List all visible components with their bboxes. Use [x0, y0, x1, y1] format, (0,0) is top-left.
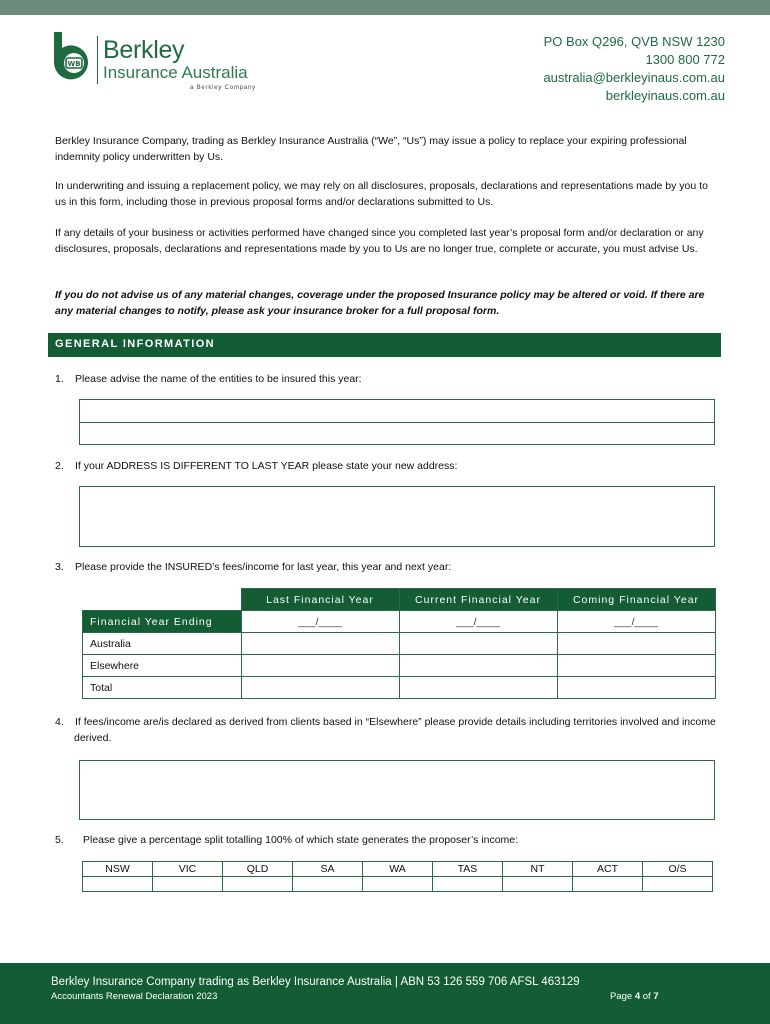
intro-warning: If you do not advise us of any material changes, coverage under the proposed Insurance policy may be altered or void. If there are any material changes to notify, please ask your insurance broker for a full proposal form. — [55, 289, 705, 317]
state-header-nsw: NSW — [83, 862, 153, 877]
elsewhere-current-year-input[interactable] — [399, 655, 557, 677]
question-number: 2. — [55, 460, 64, 472]
question-text: Please advise the name of the entities to be insured this year: — [75, 373, 362, 385]
question-number: 3. — [55, 561, 64, 573]
state-header-os: O/S — [643, 862, 713, 877]
state-header-nt: NT — [503, 862, 573, 877]
contact-website[interactable]: berkleyinaus.com.au — [605, 88, 725, 103]
column-header-current-year: Current Financial Year — [399, 589, 557, 611]
question-5 — [55, 832, 518, 848]
total-current-year-input[interactable] — [399, 677, 557, 699]
logo-tagline: a Berkley Company — [190, 85, 256, 91]
intro-paragraph-1: Berkley Insurance Company, trading as Berkley Insurance Australia (“We”, “Us”) may issue a policy to replace your expiring professional indemnity policy underwritten by Us. — [55, 135, 687, 163]
state-header-sa: SA — [293, 862, 363, 877]
section-header — [48, 333, 721, 357]
coming-year-date-field[interactable]: ___/____ — [557, 611, 715, 633]
logo-name: Berkley — [103, 36, 185, 64]
nt-percent-input[interactable] — [503, 877, 573, 892]
svg-text:WB: WB — [67, 60, 81, 68]
column-header-last-year: Last Financial Year — [241, 589, 399, 611]
question-2 — [55, 458, 457, 474]
question-number: 1. — [55, 373, 64, 385]
row-label-total: Total — [83, 677, 242, 699]
question-1 — [55, 371, 362, 387]
contact-address: PO Box Q296, QVB NSW 1230 — [543, 34, 725, 49]
contact-block — [543, 33, 725, 105]
page-total: 7 — [653, 991, 659, 1002]
question-number: 4. — [55, 716, 64, 728]
column-header-coming-year: Coming Financial Year — [557, 589, 715, 611]
logo-divider — [97, 36, 98, 84]
page-number — [610, 991, 659, 1002]
wa-percent-input[interactable] — [363, 877, 433, 892]
berkley-b-icon — [50, 30, 96, 82]
logo-subtitle: Insurance Australia — [103, 63, 248, 82]
berkley-logo — [50, 30, 280, 95]
question-text: Please provide the INSURED’s fees/income for last year, this year and next year: — [75, 561, 452, 573]
australia-last-year-input[interactable] — [241, 633, 399, 655]
state-header-vic: VIC — [153, 862, 223, 877]
state-header-qld: QLD — [223, 862, 293, 877]
page-of: of — [642, 991, 651, 1002]
footer-document-title: Accountants Renewal Declaration 2023 — [51, 991, 218, 1002]
footer-company-line: Berkley Insurance Company trading as Berkley Insurance Australia | ABN 53 126 559 706 AFSL 463129 — [51, 976, 580, 988]
current-year-date-field[interactable]: ___/____ — [399, 611, 557, 633]
fees-income-table — [82, 588, 716, 699]
intro-paragraph-3: If any details of your business or activities performed have changed since you completed last year’s proposal form and/or declaration or any disclosures, proposals, declarations and representations made by you to Us are no longer true, complete or accurate, you must advise Us. — [55, 227, 704, 255]
contact-email[interactable]: australia@berkleyinaus.com.au — [543, 70, 725, 85]
question-text: If your ADDRESS IS DIFFERENT TO LAST YEAR please state your new address: — [75, 460, 458, 472]
act-percent-input[interactable] — [573, 877, 643, 892]
contact-phone: 1300 800 772 — [645, 52, 725, 67]
sa-percent-input[interactable] — [293, 877, 363, 892]
tas-percent-input[interactable] — [433, 877, 503, 892]
question-4 — [55, 714, 724, 746]
elsewhere-coming-year-input[interactable] — [557, 655, 715, 677]
financial-year-ending-label: Financial Year Ending — [83, 611, 242, 633]
intro-paragraph-2: In underwriting and issuing a replacement policy, we may rely on all disclosures, proposals, declarations and representations made by you to us in this form, including those in previous proposal forms and/or declarations submitted to Us. — [55, 180, 708, 208]
elsewhere-details-input[interactable] — [79, 760, 715, 820]
total-coming-year-input[interactable] — [557, 677, 715, 699]
os-percent-input[interactable] — [643, 877, 713, 892]
row-label-elsewhere: Elsewhere — [83, 655, 242, 677]
australia-current-year-input[interactable] — [399, 633, 557, 655]
question-number: 5. — [55, 834, 64, 846]
page-footer — [0, 963, 770, 1024]
state-header-wa: WA — [363, 862, 433, 877]
question-3 — [55, 559, 451, 575]
new-address-input[interactable] — [79, 486, 715, 547]
last-year-date-field[interactable]: ___/____ — [241, 611, 399, 633]
australia-coming-year-input[interactable] — [557, 633, 715, 655]
vic-percent-input[interactable] — [153, 877, 223, 892]
table-corner — [83, 589, 242, 611]
page-current: 4 — [634, 991, 641, 1002]
nsw-percent-input[interactable] — [83, 877, 153, 892]
question-text: Please give a percentage split totalling 100% of which state generates the proposer’s income: — [83, 834, 519, 846]
row-label-australia: Australia — [83, 633, 242, 655]
state-split-table — [82, 861, 713, 892]
page-label: Page — [610, 991, 633, 1002]
section-title: GENERAL INFORMATION — [55, 338, 216, 350]
top-accent-bar — [0, 0, 770, 15]
state-header-tas: TAS — [433, 862, 503, 877]
total-last-year-input[interactable] — [241, 677, 399, 699]
entities-input-divider — [80, 422, 714, 423]
elsewhere-last-year-input[interactable] — [241, 655, 399, 677]
question-text: If fees/income are/is declared as derived from clients based in “Elsewhere” please provide details including territories involved and income derived. — [74, 716, 716, 744]
qld-percent-input[interactable] — [223, 877, 293, 892]
state-header-act: ACT — [573, 862, 643, 877]
